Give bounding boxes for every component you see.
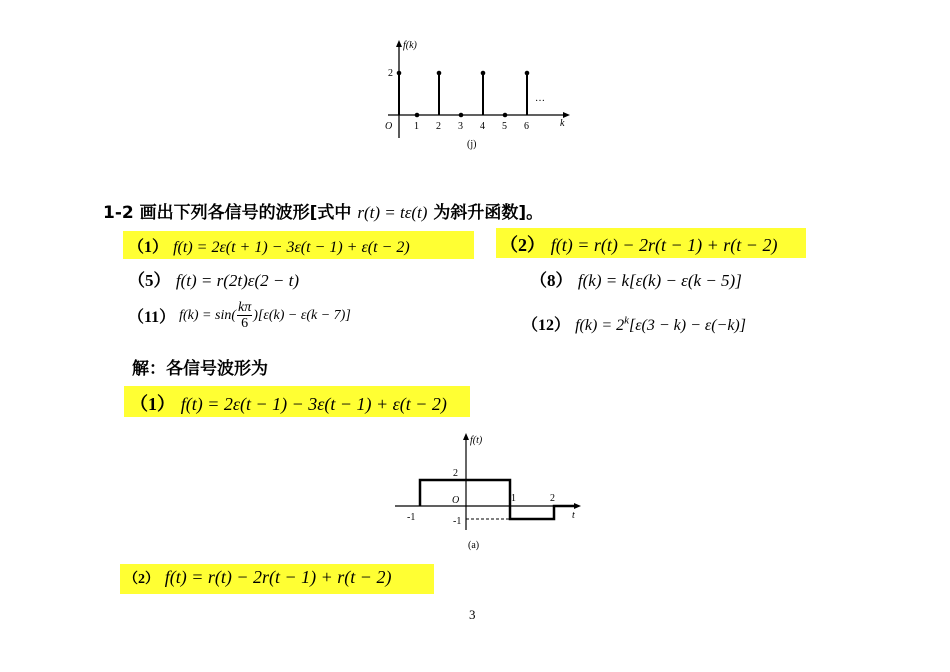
stem-dot	[459, 113, 464, 118]
x-tick: 2	[436, 121, 441, 132]
item-formula-post: [ε(3 − k) − ε(−k)]	[629, 317, 746, 334]
ellipsis: …	[535, 93, 545, 104]
problem-heading	[103, 198, 543, 223]
x-tick: 1	[414, 121, 419, 132]
item-label: （2）	[500, 235, 545, 255]
answer-1-content	[130, 390, 447, 416]
y-axis-label: f(t)	[470, 435, 483, 446]
figure-caption: (a)	[468, 540, 480, 551]
solution-heading: 解：各信号波形为	[132, 359, 268, 379]
item-formula: f(k) = k[ε(k) − ε(k − 5)]	[577, 271, 742, 290]
answer-formula: f(t) = r(t) − 2r(t − 1) + r(t − 2)	[164, 567, 392, 587]
figure-j	[370, 38, 580, 150]
x-axis-label: k	[560, 118, 565, 129]
origin-label: O	[452, 495, 460, 506]
item-label: （5）	[128, 271, 171, 290]
fraction	[237, 300, 252, 331]
stem-dot	[481, 71, 486, 76]
x-tick: 3	[458, 121, 463, 132]
fraction-numerator: kπ	[238, 300, 252, 315]
item-2-content	[500, 231, 777, 257]
answer-formula: f(t) = 2ε(t − 1) − 3ε(t − 1) + ε(t − 2)	[180, 394, 447, 414]
y-tick-2: 2	[453, 468, 458, 479]
x-tick-neg1: -1	[407, 512, 416, 523]
stem-dot	[415, 113, 420, 118]
problem-number: 1-2	[103, 203, 134, 223]
x-tick: 5	[502, 121, 507, 132]
stem-dot	[503, 113, 508, 118]
item-12	[522, 312, 746, 335]
x-tick: 6	[524, 121, 529, 132]
item-formula: f(t) = 2ε(t + 1) − 3ε(t − 1) + ε(t − 2)	[173, 239, 410, 256]
x-axis-label: t	[572, 510, 575, 521]
x-tick-2: 2	[550, 493, 555, 504]
problem-text-end: 为斜升函数]。	[433, 203, 544, 223]
figure-a	[390, 430, 590, 556]
item-label: （1）	[128, 239, 169, 256]
answer-label: （2）	[124, 572, 159, 587]
page-number: 3	[469, 607, 476, 622]
x-ticks	[414, 121, 529, 132]
item-formula-pre: f(k) = 2	[575, 317, 625, 334]
item-formula: f(t) = r(t) − 2r(t − 1) + r(t − 2)	[550, 235, 778, 255]
y-tick-2: 2	[388, 68, 393, 79]
answer-2-content	[124, 567, 391, 588]
item-8	[530, 266, 742, 291]
item-formula-pre: f(k) = sin(	[179, 307, 236, 323]
y-axis-arrow	[396, 40, 402, 47]
y-axis-label: f(k)	[403, 40, 417, 51]
problem-text: 画出下列各信号的波形[式中	[139, 203, 352, 223]
x-tick-1: 1	[511, 493, 516, 504]
stems	[397, 71, 530, 118]
figure-caption: (j)	[467, 139, 477, 150]
item-11	[128, 300, 351, 331]
stem-dot	[437, 71, 442, 76]
ramp-formula: r(t) = tε(t)	[357, 203, 428, 222]
y-axis-arrow	[463, 433, 469, 440]
stem-dot	[397, 71, 402, 76]
answer-label: （1）	[130, 394, 175, 414]
x-tick: 4	[480, 121, 485, 132]
item-label: （11）	[128, 309, 176, 326]
item-label: （12）	[522, 317, 571, 334]
y-tick-neg1: -1	[453, 516, 462, 527]
exponent: k	[624, 314, 629, 327]
item-1-content	[128, 234, 410, 257]
stem-dot	[525, 71, 530, 76]
origin-label: O	[385, 121, 393, 132]
item-5	[128, 266, 299, 291]
item-formula: f(t) = r(2t)ε(2 − t)	[175, 271, 300, 290]
item-label: （8）	[530, 271, 573, 290]
fraction-denominator: 6	[241, 316, 249, 331]
item-formula-post: )[ε(k) − ε(k − 7)]	[253, 307, 351, 323]
